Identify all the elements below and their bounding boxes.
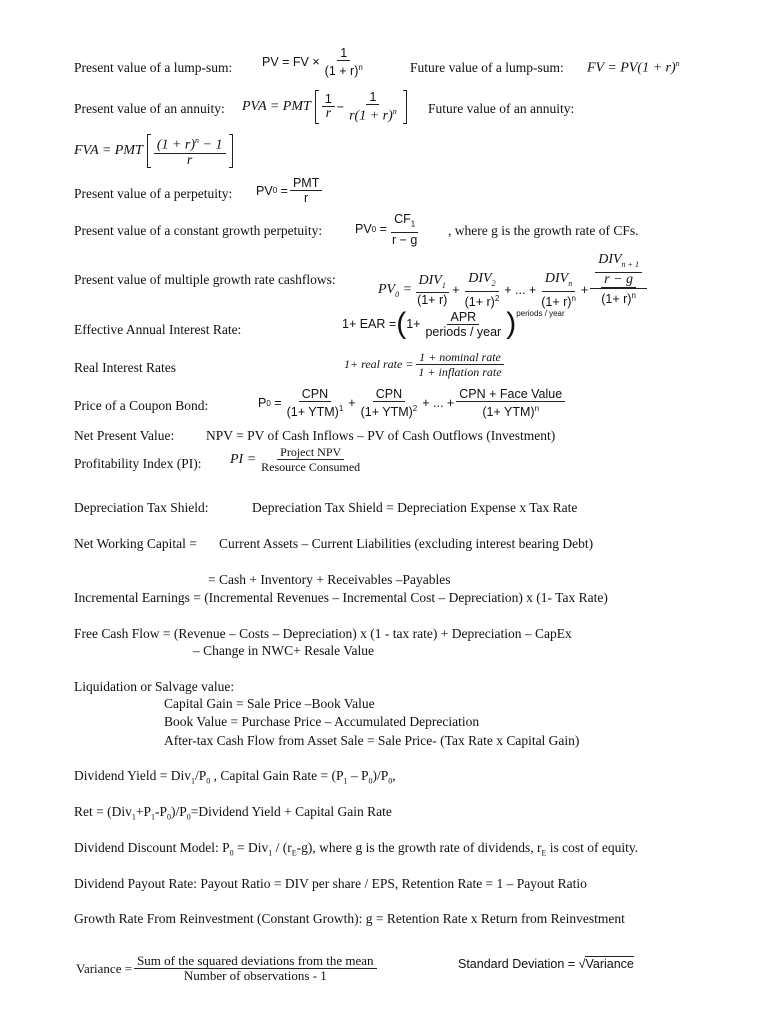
bond-price-formula: P 0 = $\frac{\text{CPN}}{(1+ YTM)^1}$ + $\frac{\text{CPN}}{(1+ YTM)^2}$ + ... + $\frac{\text{CPN + Face Value}}{(1+ YTM)^n}$ [258,387,567,419]
growth-rate-reinvestment: Growth Rate From Reinvestment (Constant Growth): g = Retention Rate x Return from Reinvestment [74,911,625,926]
dividend-payout-rate: Dividend Payout Rate: Payout Ratio = DIV per share / EPS, Retention Rate = 1 – Payout Ratio [74,876,587,891]
total-return: Ret = $(Div_1+P_1-P_0)/P_0=Dividend$ Yield + Capital Gain Rate [74,804,392,822]
npv-definition: NPV = PV of Cash Inflows – PV of Cash Outflows (Investment) [206,428,556,443]
growth-perpetuity-formula: PV 0 = $\frac{CF_1}{r - g}$ [355,212,418,247]
lump-sum-pv-label: Present value of a lump-sum: [74,60,233,75]
nwc-label: Net Working Capital = [74,536,197,551]
annuity-fv-formula: FVA = PMT $\frac{(1 + r)^n - 1}{r}$ [74,134,233,168]
after-tax-line: After-tax Cash Flow from Asset Sale = Sale Price- (Tax Rate x Capital Gain) [164,733,580,748]
annuity-pv-label: Present value of an annuity: [74,101,225,116]
liquidation-label: Liquidation or Salvage value: [74,679,235,694]
incremental-earnings: Incremental Earnings = (Incremental Revenues – Incremental Cost – Depreciation) x (1- Tax Rate) [74,590,608,605]
dividend-discount-model: Dividend Discount Model: $P_0 = Div_1 / (r_E-g)$, where g is the growth rate of dividends, $r_E$ is cost of equity. [74,840,639,858]
ear-label: Effective Annual Interest Rate: [74,322,242,337]
multiple-growth-label: Present value of multiple growth rate cashflows: [74,272,336,287]
perpetuity-formula: PV 0 = $\frac{\text{PMT}}{r}$ [256,176,324,205]
dividend-yield: Dividend Yield = $Div_1/P_0$ , Capital Gain Rate = $(P_1 - P_0)/P_0$, [74,768,396,786]
free-cash-flow-cont: – Change in NWC+ Resale Value [193,643,374,658]
book-value-line: Book Value = Purchase Price – Accumulated Depreciation [164,714,480,729]
perpetuity-label: Present value of a perpetuity: [74,186,233,201]
dts-label: Depreciation Tax Shield: [74,500,209,515]
annuity-fv-label: Future value of an annuity: [428,101,575,116]
ear-formula: 1+ EAR = ( 1+ $\frac{\text{APR}}{\text{periods / year}}$ ) $^{periods / year}$ [342,307,565,340]
lump-sum-fv-label: Future value of a lump-sum: [410,60,564,75]
lump-sum-pv-formula: PV = FV × $\frac{1}{(1 + r)^n}$ [262,46,363,79]
growth-perpetuity-note: , where g is the growth rate of CFs. [448,223,639,238]
multiple-growth-formula: $PV_0$ = $\frac{DIV_1}{(1+ r)}$ + $\frac{DIV_2}{(1+ r)^2}$ + ... + $\frac{DIV_n}{(1+ r)^n}$ + $\frac{\frac{DIV_{n + 1}}{r - g}}{(1+ r)^n}$ [378,250,649,309]
nwc-definition: Current Assets – Current Liabilities (excluding interest bearing Debt) [219,536,594,551]
variance-formula: Variance = $\frac{\text{Sum of the squared deviations from the mean}}{\text{Number of observations - 1}}$ [76,954,379,983]
free-cash-flow: Free Cash Flow = (Revenue – Costs – Depreciation) x (1 - tax rate) + Depreciation – CapEx [74,626,572,641]
bond-price-label: Price of a Coupon Bond: [74,398,209,413]
nwc-definition-alt: = Cash + Inventory + Receivables –Payables [208,572,451,587]
real-rate-formula: 1+ real rate = $\frac{\text{1 + nominal rate}}{\text{1 + inflation rate}}$ [344,350,507,379]
capital-gain-line: Capital Gain = Sale Price –Book Value [164,696,375,711]
growth-perpetuity-label: Present value of a constant growth perpetuity: [74,223,323,238]
pi-label: Profitability Index (PI): [74,456,202,471]
npv-label: Net Present Value: [74,428,175,443]
std-dev-formula: Standard Deviation = √ Variance [458,956,634,971]
annuity-pv-formula: PVA = PMT $\frac{1}{r}$ − $\frac{1}{r(1 + r)^n}$ [242,90,407,124]
dts-definition: Depreciation Tax Shield = Depreciation Expense x Tax Rate [252,500,578,515]
real-rate-label: Real Interest Rates [74,360,176,375]
pi-formula: PI = $\frac{\text{Project NPV}}{\text{Resource Consumed}}$ [230,445,361,474]
lump-sum-fv-formula: FV = $PV(1 + r)^n$ [587,59,680,76]
